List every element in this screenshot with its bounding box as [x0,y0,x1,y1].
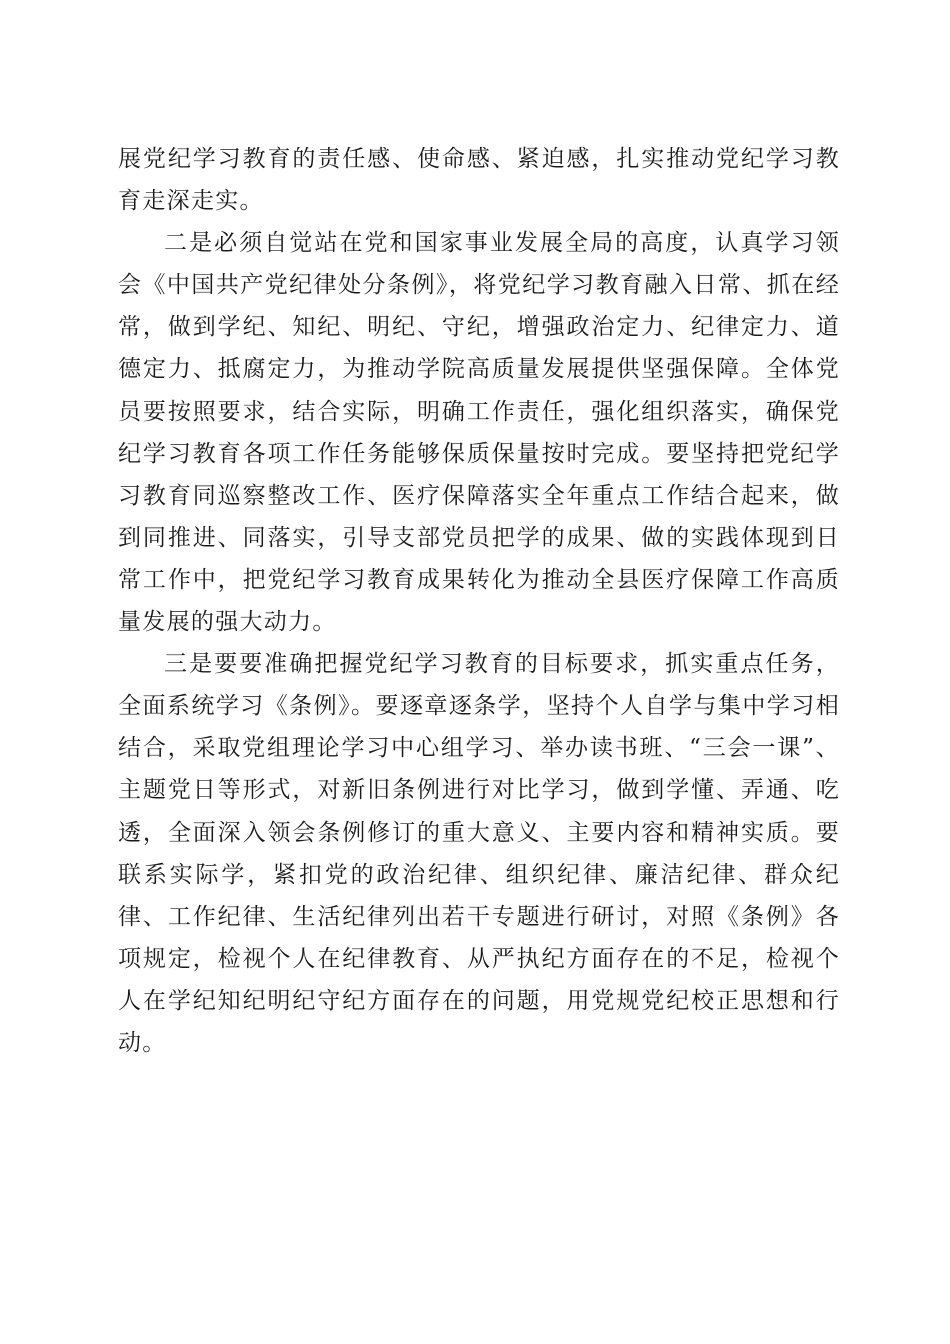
paragraph-point-three: 三是要要准确把握党纪学习教育的目标要求，抓实重点任务，全面系统学习《条例》。要逐章逐条学，坚持个人自学与集中学习相结合，采取党组理论学习中心组学习、举办读书班、“三会一课”、主题党日等形式，对新旧条例进行对比学习，做到学懂、弄通、吃透，全面深入领会条例修订的重大意义、主要内容和精神实质。要联系实际学，紧扣党的政治纪律、组织纪律、廉洁纪律、群众纪律、工作纪律、生活纪律列出若干专题进行研讨，对照《条例》各项规定，检视个人在纪律教育、从严执纪方面存在的不足，检视个人在学纪知纪明纪守纪方面存在的问题，用党规党纪校正思想和行动。 [118,651,840,1056]
paragraph-point-two: 二是必须自觉站在党和国家事业发展全局的高度，认真学习领会《中国共产党纪律处分条例》，将党纪学习教育融入日常、抓在经常，做到学纪、知纪、明纪、守纪，增强政治定力、纪律定力、道德定力、抵腐定力，为推动学院高质量发展提供坚强保障。全体党员要按照要求，结合实际，明确工作责任，强化组织落实，确保党纪学习教育各项工作任务能够保质保量按时完成。要坚持把党纪学习教育同巡察整改工作、医疗保障落实全年重点工作结合起来，做到同推进、同落实，引导支部党员把学的成果、做的实践体现到日常工作中，把党纪学习教育成果转化为推动全县医疗保障工作高质量发展的强大动力。 [118,230,840,636]
paragraph-continuation: 展党纪学习教育的责任感、使命感、紧迫感，扎实推动党纪学习教育走深走实。 [118,146,840,215]
document-body [118,138,840,1064]
